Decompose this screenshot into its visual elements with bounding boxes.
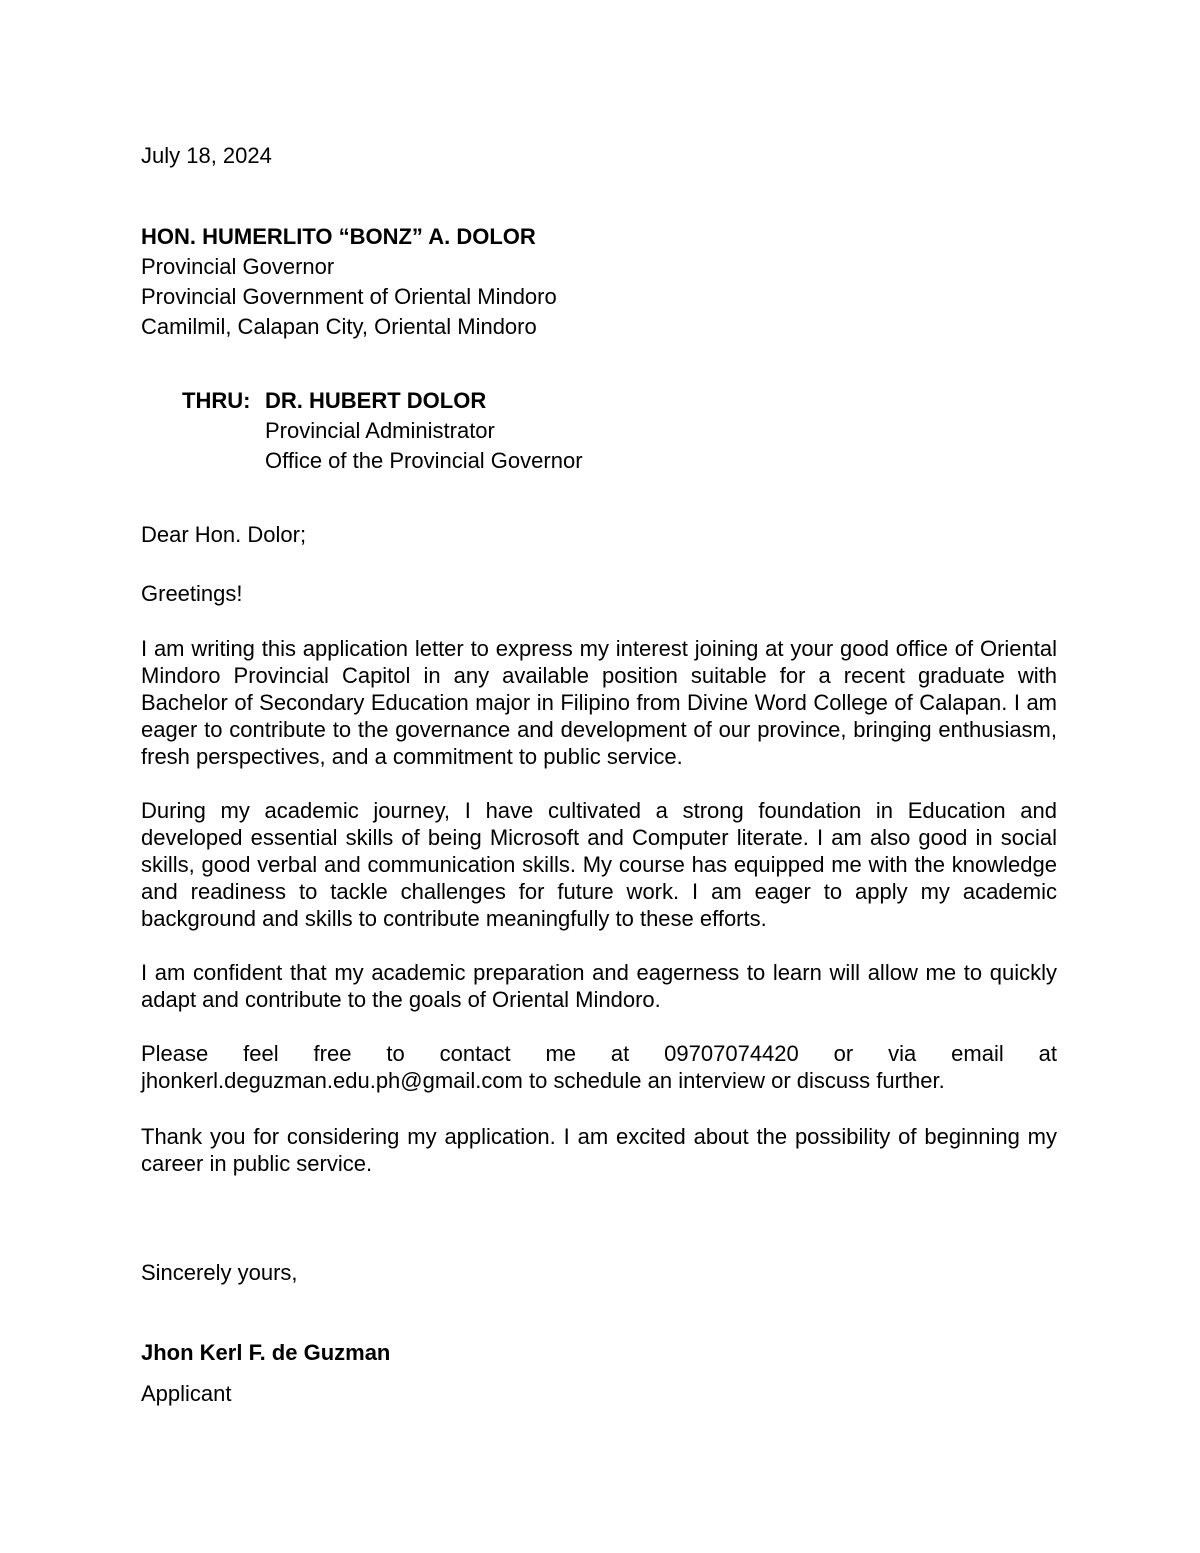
contact-paragraph — [141, 1040, 1057, 1094]
thru-office: Office of the Provincial Governor — [265, 448, 583, 473]
body-paragraph-confidence: I am confident that my academic preparation and eagerness to learn will allow me to quickly adapt and contribute to the goals of Oriental Mindoro. — [141, 960, 1057, 1012]
body-paragraph-skills: During my academic journey, I have cultivated a strong foundation in Education and developed essential skills of being Microsoft and Computer literate. I am also good in social skills, good verbal and communication skills. My course has equipped me with the knowledge and readiness to tackle challenges for future work. I am eager to apply my academic background and skills to contribute meaningfully to these efforts. — [141, 798, 1057, 931]
salutation: Dear Hon. Dolor; — [141, 522, 307, 547]
signer-title: Applicant — [141, 1381, 232, 1406]
thru-title: Provincial Administrator — [265, 418, 495, 443]
recipient-address: Camilmil, Calapan City, Oriental Mindoro — [141, 314, 537, 339]
contact-line-phone: Please feel free to contact me at 09707074420 or via email at — [141, 1041, 1057, 1066]
thru-name: DR. HUBERT DOLOR — [265, 388, 487, 413]
recipient-title: Provincial Governor — [141, 254, 335, 279]
recipient-block — [141, 222, 557, 342]
letter-date: July 18, 2024 — [141, 143, 272, 168]
body-paragraph-intro: I am writing this application letter to express my interest joining at your good office of Oriental Mindoro Provincial Capitol in any available position suitable for a recent graduate with Bachelor of Secondary Education major in Filipino from Divine Word College of Calapan. I am eager to contribute to the governance and development of our province, bringing enthusiasm, fresh perspectives, and a commitment to public service. — [141, 636, 1057, 769]
recipient-office: Provincial Government of Oriental Mindoro — [141, 284, 557, 309]
thru-label: THRU: — [182, 388, 251, 413]
contact-line-email: jhonkerl.deguzman.edu.ph@gmail.com to schedule an interview or discuss further. — [141, 1068, 945, 1093]
greeting: Greetings! — [141, 581, 243, 606]
thru-details — [265, 386, 583, 476]
recipient-name: HON. HUMERLITO “BONZ” A. DOLOR — [141, 224, 536, 249]
signer-name: Jhon Kerl F. de Guzman — [141, 1340, 391, 1365]
closing: Sincerely yours, — [141, 1260, 298, 1285]
thanks-paragraph: Thank you for considering my application. I am excited about the possibility of beginning my career in public service. — [141, 1124, 1057, 1176]
